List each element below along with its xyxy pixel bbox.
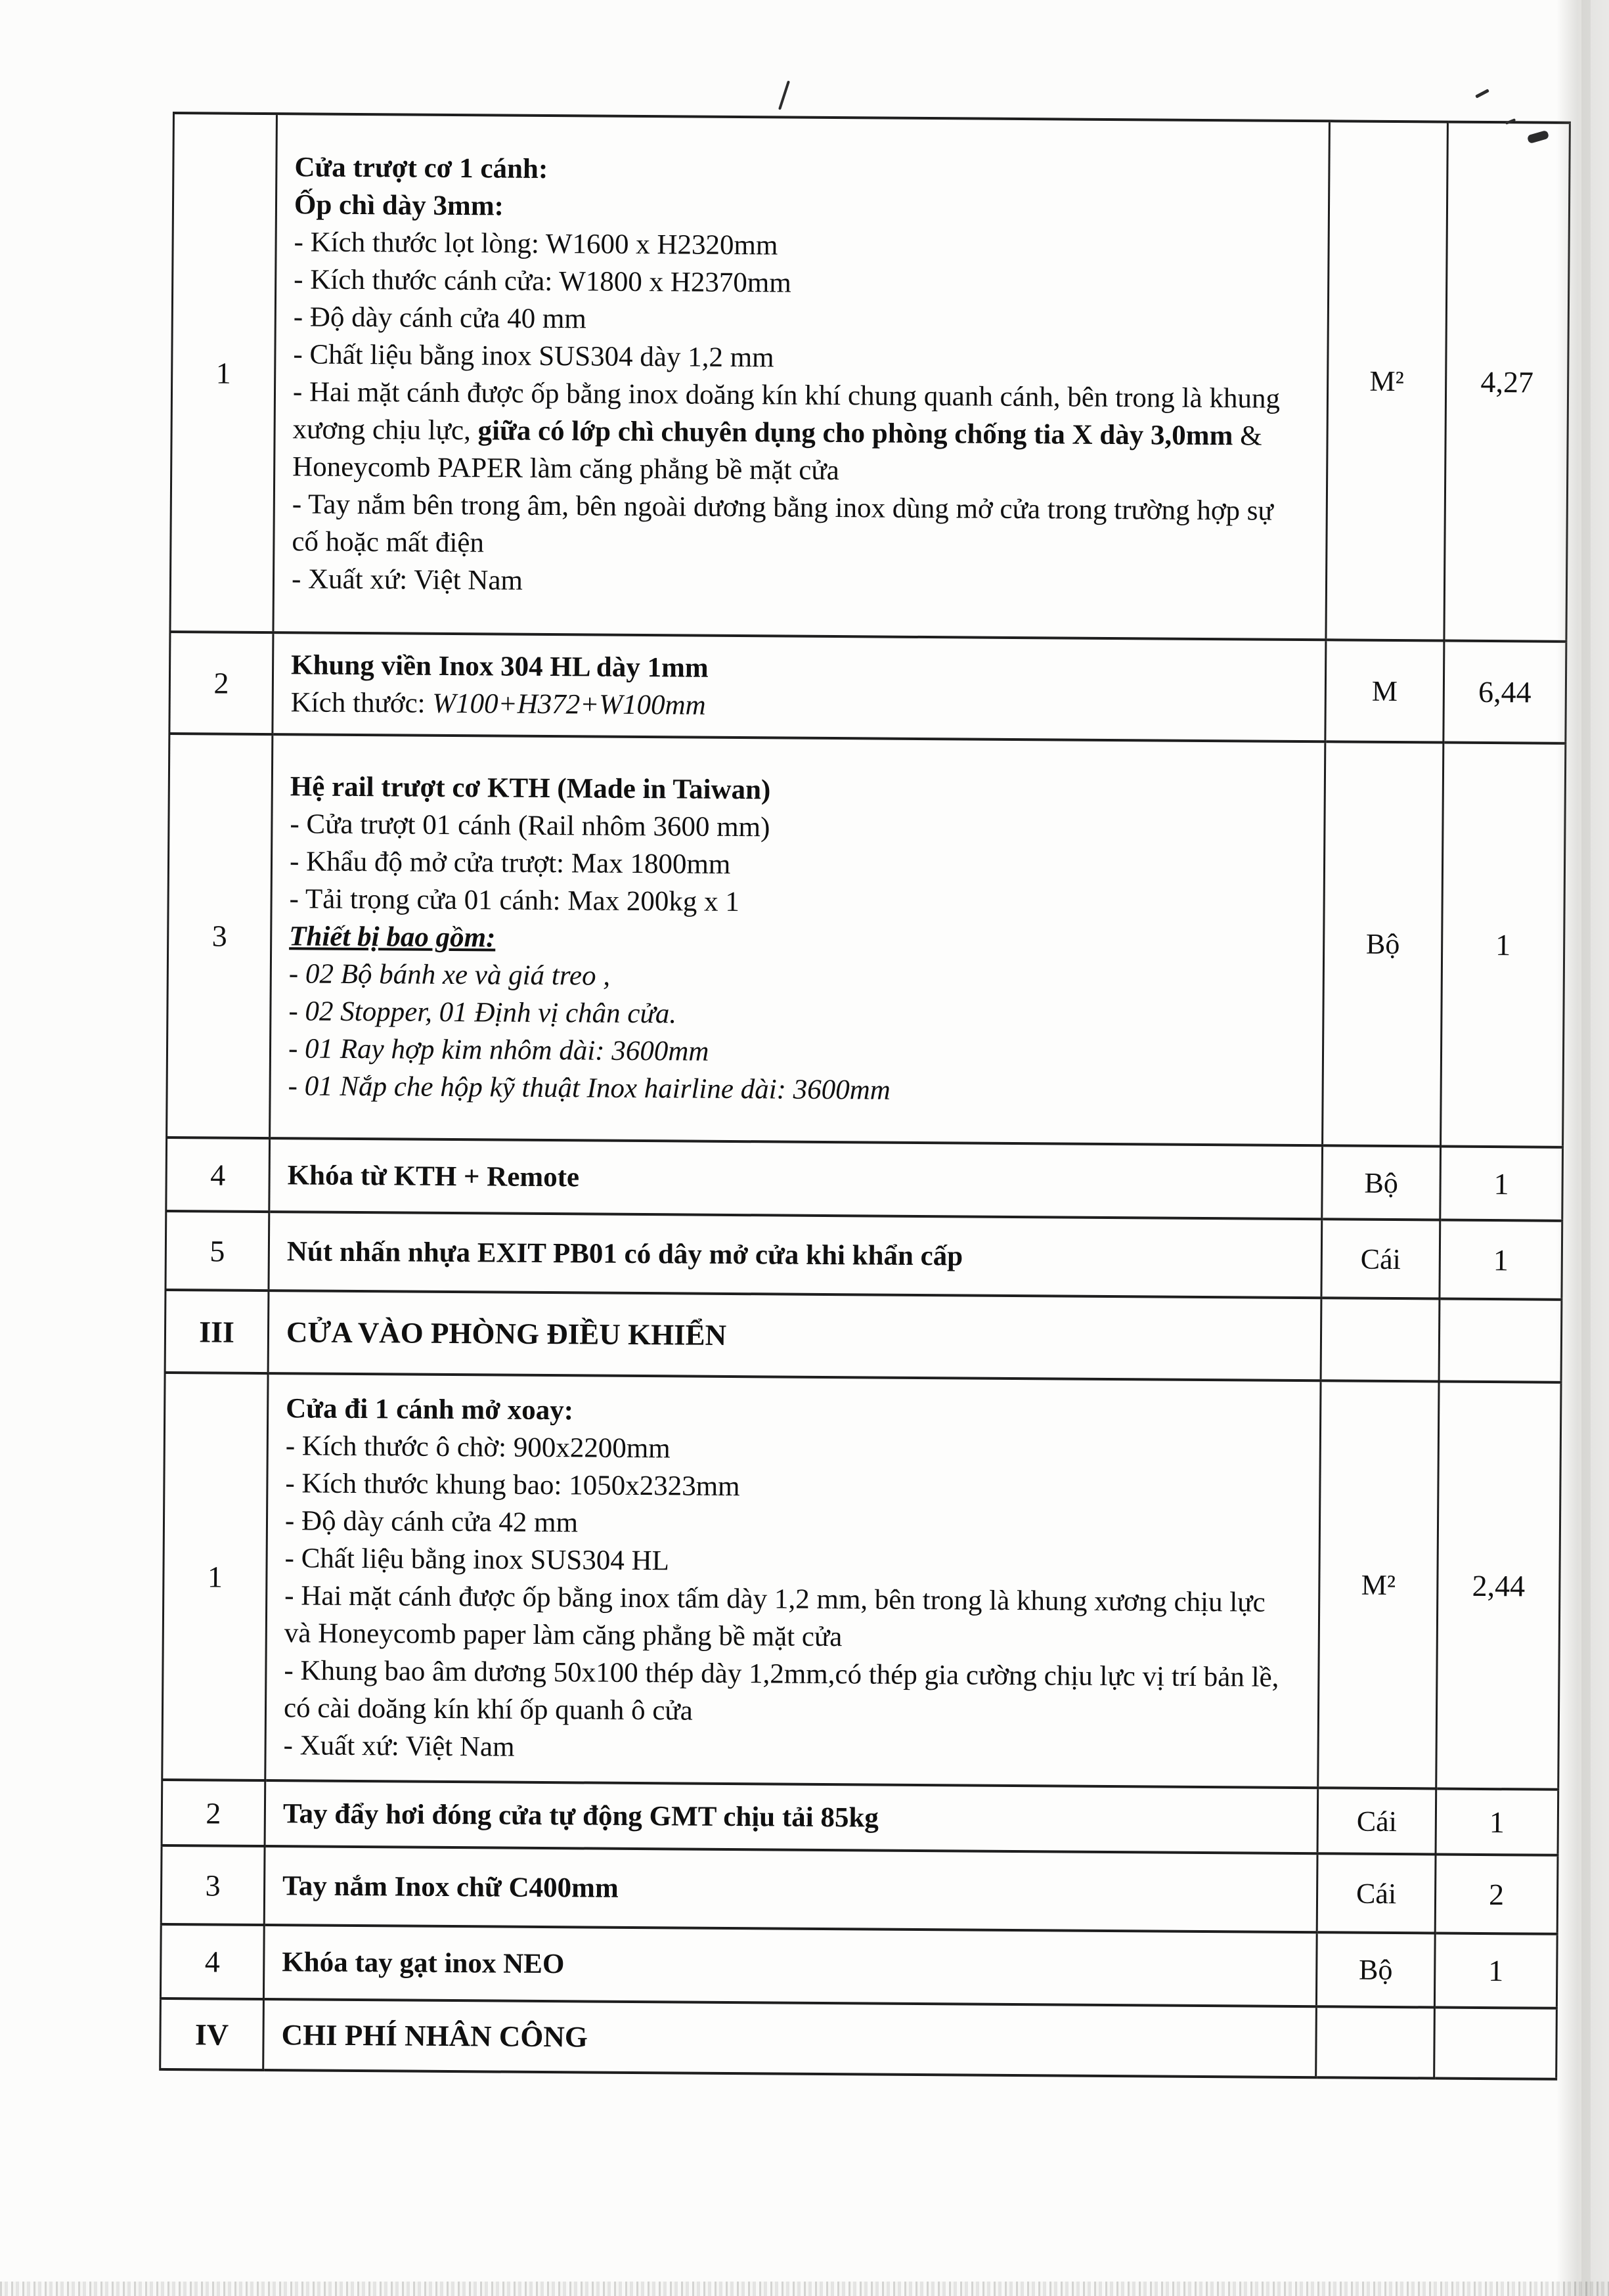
spec-row-door-closer <box>162 1780 1558 1855</box>
description-cell <box>273 114 1329 640</box>
quantity-cell: 1 <box>1441 743 1566 1147</box>
spec-row-exit-button <box>165 1211 1562 1300</box>
unit-cell: Cái <box>1317 1853 1436 1933</box>
spec-line: - Độ dày cánh cửa 42 mm <box>284 1505 579 1539</box>
spec-line: - Kích thước ô chờ: 900x2200mm <box>285 1430 671 1465</box>
spec-row-handle <box>161 1845 1558 1934</box>
spec-line: - 02 Bộ bánh xe và giá treo , <box>288 958 611 992</box>
spec-line: Hệ rail trượt cơ KTH (Made in Taiwan) <box>290 771 771 806</box>
spec-line: - Xuất xứ: Việt Nam <box>283 1730 515 1763</box>
spec-line: - Độ dày cánh cửa 40 mm <box>293 301 586 335</box>
row-number-cell: 1 <box>162 1373 268 1780</box>
pen-mark <box>1475 89 1489 99</box>
row-number-cell: 1 <box>170 113 277 632</box>
section-number-cell: III <box>165 1290 269 1373</box>
unit-cell: Bộ <box>1322 1145 1441 1220</box>
section-title-cell <box>263 1999 1317 2077</box>
unit-cell <box>1316 2006 1435 2078</box>
quantity-cell: 1 <box>1436 1788 1558 1855</box>
description-cell <box>264 1846 1317 1932</box>
row-number-cell: 4 <box>160 1924 264 1999</box>
spec-line <box>289 917 1299 962</box>
spec-line: - 01 Ray hợp kim nhôm dài: 3600mm <box>288 1033 709 1067</box>
quantity-cell <box>1439 1299 1562 1382</box>
row-number-cell: 4 <box>166 1137 270 1212</box>
quantity-cell: 4,27 <box>1444 122 1570 642</box>
spec-line: Khung viền Inox 304 HL dày 1mm <box>290 649 709 684</box>
section-title: CỬA VÀO PHÒNG ĐIỀU KHIỂN <box>286 1315 727 1352</box>
spec-line: - Chất liệu bằng inox SUS304 HL <box>284 1543 670 1577</box>
description-cell <box>273 632 1326 741</box>
spec-line-segment: & Honeycomb PAPER làm căng phẳng bề mặt cửa <box>292 420 1262 487</box>
row-number-cell: 2 <box>162 1780 265 1846</box>
spec-line <box>291 684 1301 728</box>
pen-mark <box>778 81 790 110</box>
spec-line: - Chất liệu bằng inox SUS304 dày 1,2 mm <box>293 339 774 374</box>
quantity-cell <box>1434 2007 1557 2079</box>
spec-line: Tay đẩy hơi đóng cửa tự động GMT chịu tải 85kg <box>282 1798 879 1834</box>
spec-line-segment: Kích thước: <box>290 686 433 719</box>
quantity-cell: 2 <box>1435 1854 1558 1933</box>
spec-line: - Tay nắm bên trong âm, bên ngoài dương bằng inox dùng mở cửa trong trường hợp sự cố hoặc mất điện <box>292 489 1273 559</box>
section-number-cell: IV <box>160 1998 264 2070</box>
unit-cell: M² <box>1326 121 1448 640</box>
spec-line: Khóa từ KTH + Remote <box>287 1159 580 1193</box>
spec-line: - Cửa trượt 01 cánh (Rail nhôm 3600 mm) <box>290 808 770 843</box>
description-cell <box>269 1212 1322 1298</box>
spec-line: Ốp chì dày 3mm: <box>294 189 504 222</box>
row-number-cell: 5 <box>165 1211 269 1291</box>
unit-cell: Bộ <box>1316 1932 1435 2007</box>
description-cell <box>265 1780 1318 1853</box>
spec-row-rail-system <box>167 734 1566 1147</box>
spec-row-lever-lock <box>160 1924 1557 2008</box>
spec-line-segment: - Hai mặt cánh được ốp bằng inox doăng kín khí chung quanh cánh, bên trong là khung xương chịu lực, <box>292 376 1281 447</box>
spec-line: Cửa trượt cơ 1 cánh: <box>294 152 548 185</box>
spec-line: - Hai mặt cánh được ốp bằng inox tấm dày 1,2 mm, bên trong là khung xương chịu lực và Honeycomb paper làm căng phẳng bề mặt cửa <box>284 1580 1266 1653</box>
description-cell <box>265 1373 1321 1788</box>
description-cell <box>269 1138 1323 1219</box>
spec-row-sliding-door <box>170 113 1570 642</box>
spec-line: - Tải trọng cửa 01 cánh: Max 200kg x 1 <box>289 883 740 918</box>
unit-cell: Cái <box>1317 1788 1436 1854</box>
section-row-control-room-door <box>165 1290 1562 1382</box>
section-row-labor-cost <box>160 1998 1557 2079</box>
section-title-cell <box>268 1291 1321 1380</box>
quantity-cell: 1 <box>1440 1147 1563 1221</box>
spec-row-frame <box>169 632 1566 743</box>
scanner-edge-bottom <box>0 2282 1609 2296</box>
unit-cell: Bộ <box>1323 741 1444 1146</box>
scanner-streak <box>1581 0 1591 2296</box>
spec-line: - Kích thước khung bao: 1050x2323mm <box>285 1468 740 1503</box>
spec-line: Cửa đi 1 cánh mở xoay: <box>286 1393 574 1426</box>
unit-cell: Cái <box>1321 1219 1440 1298</box>
quantity-cell: 6,44 <box>1444 641 1566 743</box>
spec-line: - Xuất xứ: Việt Nam <box>291 563 523 596</box>
spec-line <box>292 373 1303 493</box>
spec-line-segment: Thiết bị bao gồm: <box>289 921 496 954</box>
spec-line: Nút nhấn nhựa EXIT PB01 có dây mở cửa khi khẩn cấp <box>286 1235 963 1271</box>
spec-row-lock-remote <box>166 1137 1563 1221</box>
description-cell <box>263 1925 1317 2006</box>
spec-line: - 01 Nắp che hộp kỹ thuật Inox hairline dài: 3600mm <box>288 1071 891 1106</box>
spec-line: Khóa tay gạt inox NEO <box>282 1947 565 1980</box>
quantity-cell: 1 <box>1440 1220 1562 1300</box>
spec-line: - Khung bao âm dương 50x100 thép dày 1,2mm,có thép gia cường chịu lực vị trí bản lề, có cài doăng kín khí ốp quanh ô cửa <box>283 1655 1279 1727</box>
description-cell <box>270 734 1325 1145</box>
unit-cell: M <box>1325 640 1444 742</box>
row-number-cell: 3 <box>161 1845 265 1925</box>
spec-line: - Khẩu độ mở cửa trượt: Max 1800mm <box>289 846 731 880</box>
spec-line: - Kích thước cánh cửa: W1800 x H2370mm <box>294 264 791 299</box>
row-number-cell: 3 <box>167 734 273 1138</box>
spec-line-segment-bold: giữa có lớp chì chuyên dụng cho phòng chống tia X dày 3,0mm <box>477 415 1233 452</box>
spec-line: Tay nắm Inox chữ C400mm <box>282 1870 619 1904</box>
quantity-cell: 1 <box>1434 1933 1557 2008</box>
spec-row-swing-door <box>162 1373 1561 1790</box>
spec-line: - Kích thước lọt lòng: W1600 x H2320mm <box>294 227 778 261</box>
row-number-cell: 2 <box>169 632 273 734</box>
unit-cell: M² <box>1318 1380 1439 1788</box>
spec-line-segment-italic: W100+H372+W100mm <box>432 688 706 721</box>
quantity-cell: 2,44 <box>1436 1382 1561 1790</box>
spec-line: - 02 Stopper, 01 Định vị chân cửa. <box>288 996 677 1030</box>
unit-cell <box>1321 1298 1440 1381</box>
spec-table <box>159 112 1571 2081</box>
section-title: CHI PHÍ NHÂN CÔNG <box>281 2018 588 2053</box>
